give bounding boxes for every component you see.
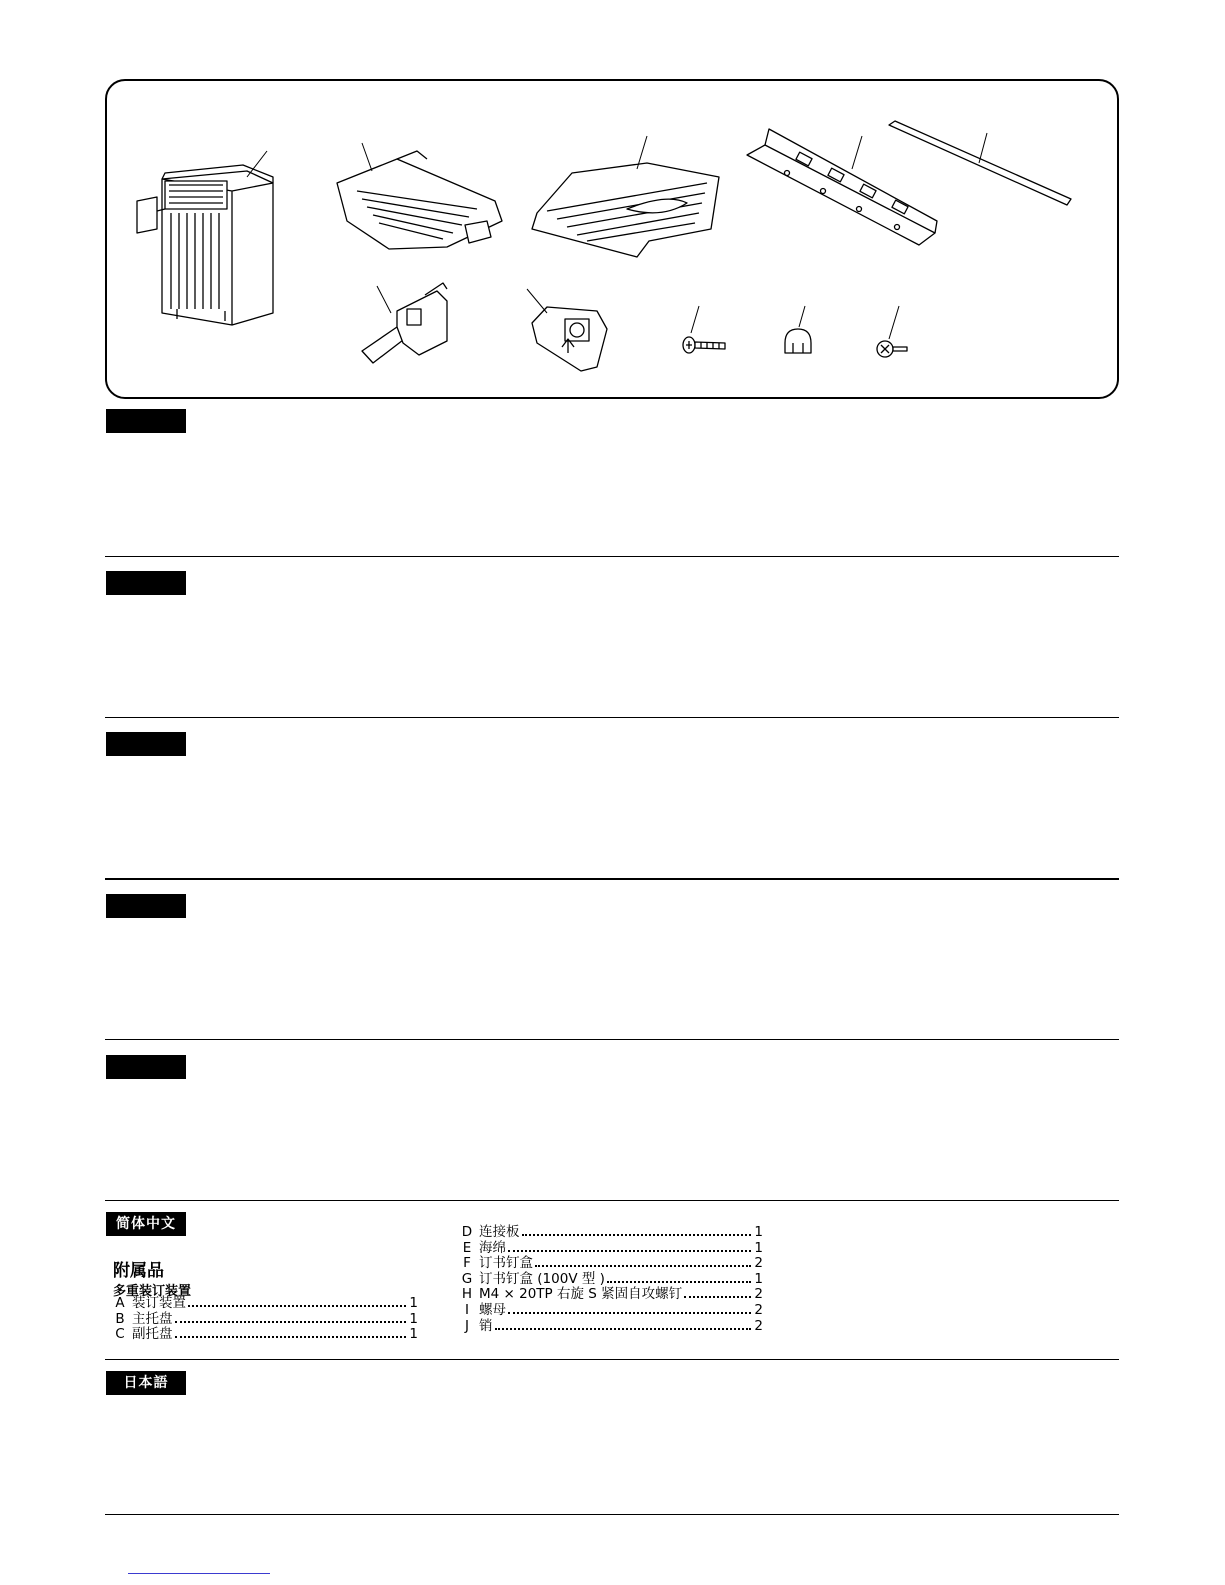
- language-tag-simplified-chinese: 简体中文: [106, 1212, 186, 1236]
- list-item: G 订书钉盒 (100V 型 ) 1: [461, 1270, 763, 1287]
- language-tag-1: [106, 409, 186, 433]
- footer-link-underline[interactable]: [128, 1573, 270, 1574]
- section-divider-5: [105, 1200, 1119, 1201]
- sub-tray-drawing: [532, 136, 719, 257]
- parts-illustration-frame: [105, 79, 1119, 399]
- screw-drawing: [683, 306, 725, 353]
- parts-list-left: [108, 1296, 418, 1343]
- section-divider-2: [105, 717, 1119, 718]
- section-divider-1: [105, 556, 1119, 557]
- list-item: D 连接板 1: [461, 1224, 763, 1240]
- section-divider-4: [105, 1039, 1119, 1040]
- accessories-heading: 附属品: [113, 1261, 164, 1281]
- list-item: E 海绵 1: [462, 1239, 763, 1256]
- language-tag-3: [106, 732, 186, 756]
- pin-drawing: [877, 306, 907, 357]
- staple-cartridge-drawing: [362, 283, 447, 363]
- list-item: I 螺母 2: [465, 1301, 763, 1318]
- language-tag-2: [106, 571, 186, 595]
- parts-illustration: [107, 81, 1117, 397]
- nut-drawing: [785, 306, 811, 353]
- section-divider-7: [105, 1514, 1119, 1515]
- main-tray-drawing: [337, 143, 502, 249]
- list-item: A 装订装置 1: [115, 1295, 418, 1311]
- language-tag-5: [106, 1055, 186, 1079]
- list-item: H M4 × 20TP 右旋 S 紧固自攻螺钉 2: [461, 1286, 763, 1303]
- list-item: B 主托盘 1: [115, 1310, 418, 1327]
- parts-list-right: [455, 1225, 763, 1334]
- section-divider-6: [105, 1359, 1119, 1360]
- sponge-strip-drawing: [889, 121, 1071, 205]
- language-tag-4: [106, 894, 186, 918]
- staple-cartridge-100v-drawing: [527, 289, 607, 371]
- accessories-subheading: 多重装订装置: [113, 1284, 192, 1299]
- joint-plate-drawing: [747, 129, 937, 245]
- list-item: C 副托盘 1: [115, 1326, 418, 1343]
- list-item: F 订书钉盒 2: [463, 1255, 763, 1272]
- finisher-unit-drawing: [137, 151, 273, 325]
- list-item: J 销 2: [465, 1317, 763, 1334]
- section-divider-3: [105, 878, 1119, 880]
- language-tag-japanese: 日本語: [106, 1371, 186, 1395]
